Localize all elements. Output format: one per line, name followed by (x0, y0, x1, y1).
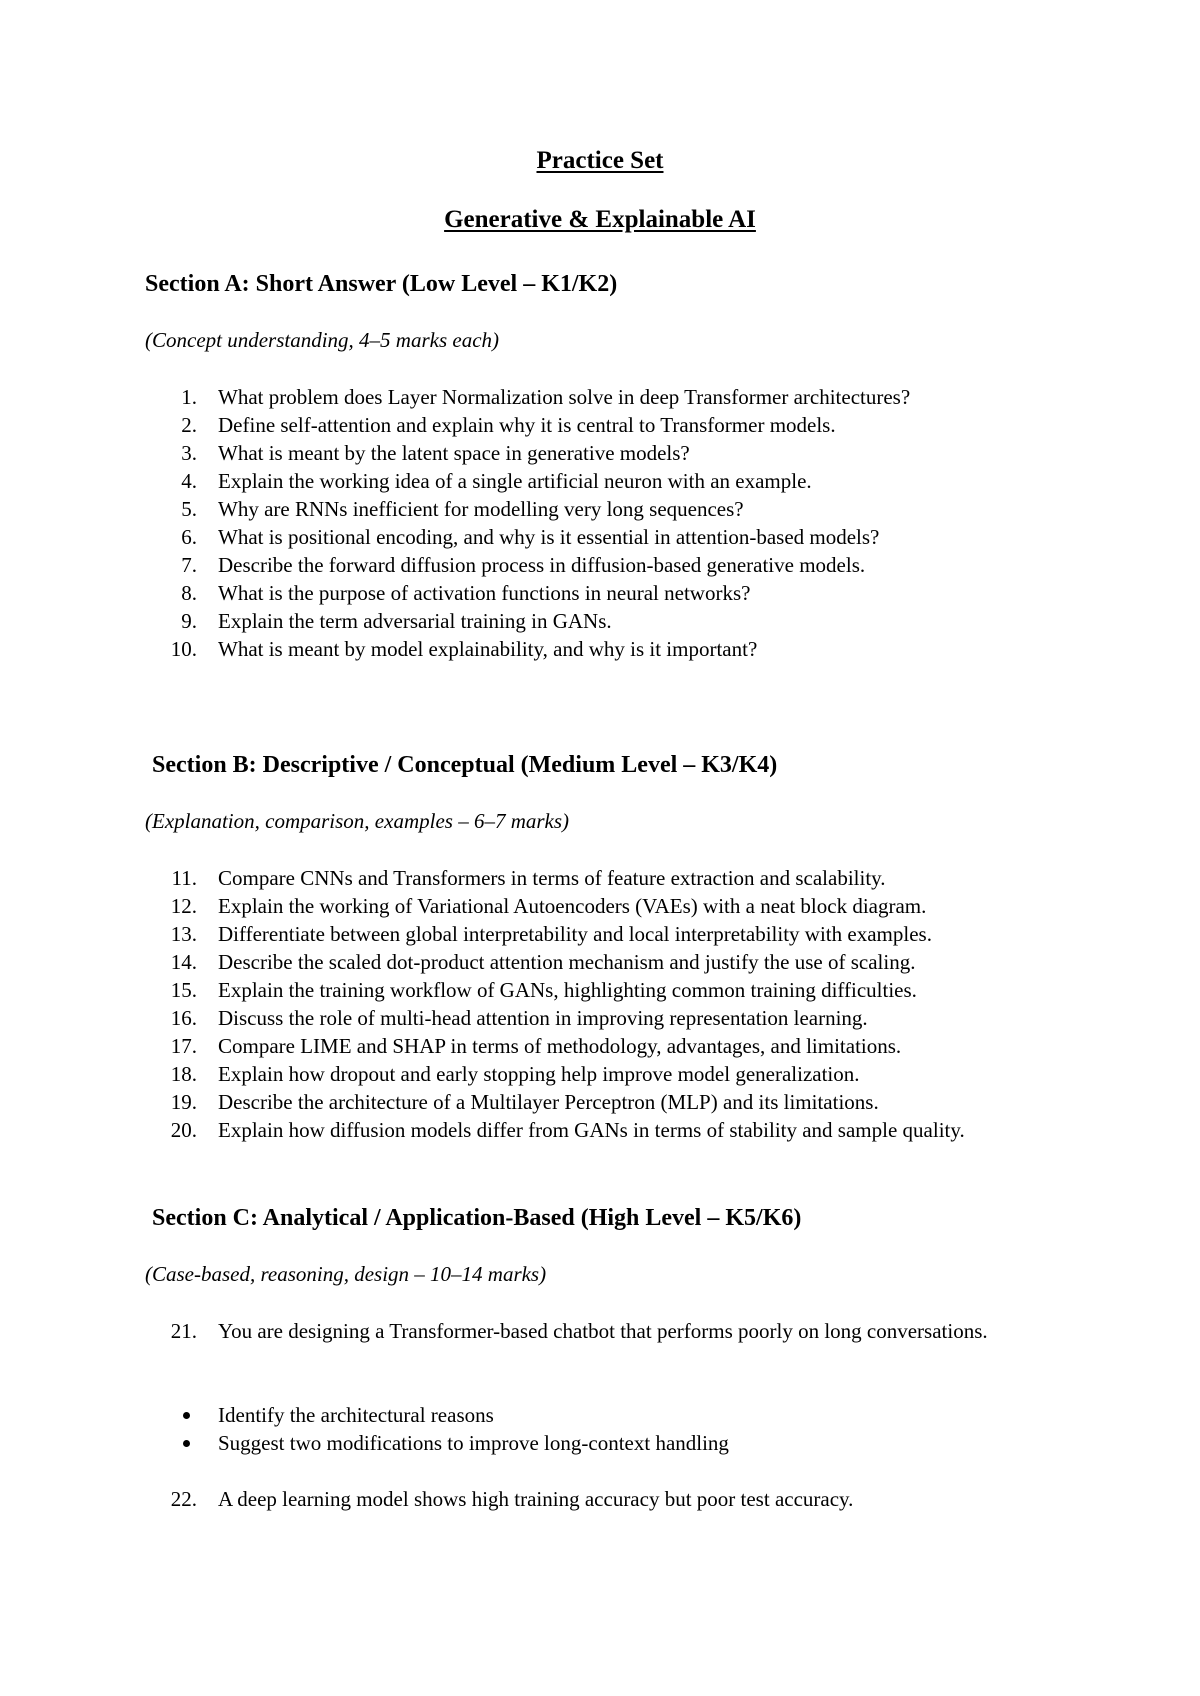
section-a-heading: Section A: Short Answer (Low Level – K1/K2) (145, 271, 618, 297)
section-b-heading: Section B: Descriptive / Conceptual (Medium Level – K3/K4) (152, 752, 778, 778)
bullet-icon (183, 1412, 190, 1419)
document-page: Practice Set Generative & Explainable AI Section A: Short Answer (Low Level – K1/K2) (Concept understanding, 4–5 marks each) 1. What problem does Layer Normalization solve in deep Transformer architectures? 2. Define self-attention and explain why it is central to Transformer models. 3. What is meant by the latent space in generative models? 4. Explain the working idea of a single artificial neuron with an example. 5. Why are RNNs inefficient for modelling very long sequences? 6. What is positional encoding, and why is it essential in attention-based models? 7. Describe the forward diffusion process in diffusion-based generative models. 8. What is the purpose of activation functions in neural networks? 9. Explain the term adversarial training in GANs. 10. What is meant by model explainability, and why is it important? Section B: Descriptive / Conceptual (Medium Level – K3/K4) (Explanation, comparison, examples – 6–7 marks) 11. Compare CNNs and Transformers in terms of feature extraction and scalability. 12. Explain the working of Variational Autoencoders (VAEs) with a neat block diagram. 13. Differentiate between global interpretability and local interpretability with examples. 14. Describe the scaled dot-product attention mechanism and justify the use of scaling. 15. Explain the training workflow of GANs, highlighting common training difficulties. 16. Discuss the role of multi-head attention in improving representation learning. 17. Compare LIME and SHAP in terms of methodology, advantages, and limitations. 18. Explain how dropout and early stopping help improve model generalization. 19. Describe the architecture of a Multilayer Perceptron (MLP) and its limitations. 20. Explain how diffusion models differ from GANs in terms of stability and sample quality. Section C: Analytical / Application-Based (High Level – K5/K6) (Case-based, reasoning, design – 10–14 marks) 21. You are designing a Transformer-based chatbot that performs poorly on long conversations. Identify the architectural reasons Suggest two modifications to improve long-context handling 22. A deep learning model shows high training accuracy but poor test accuracy. (0, 0, 1200, 1696)
page-title: Practice Set (536, 147, 664, 174)
page-subtitle: Generative & Explainable AI (444, 206, 756, 233)
section-b-note: (Explanation, comparison, examples – 6–7 marks) (145, 809, 570, 833)
section-a-note: (Concept understanding, 4–5 marks each) (145, 328, 500, 352)
section-c-note: (Case-based, reasoning, design – 10–14 marks) (145, 1262, 547, 1286)
bullet-icon (183, 1440, 190, 1447)
section-c-heading: Section C: Analytical / Application-Based (High Level – K5/K6) (152, 1205, 802, 1231)
